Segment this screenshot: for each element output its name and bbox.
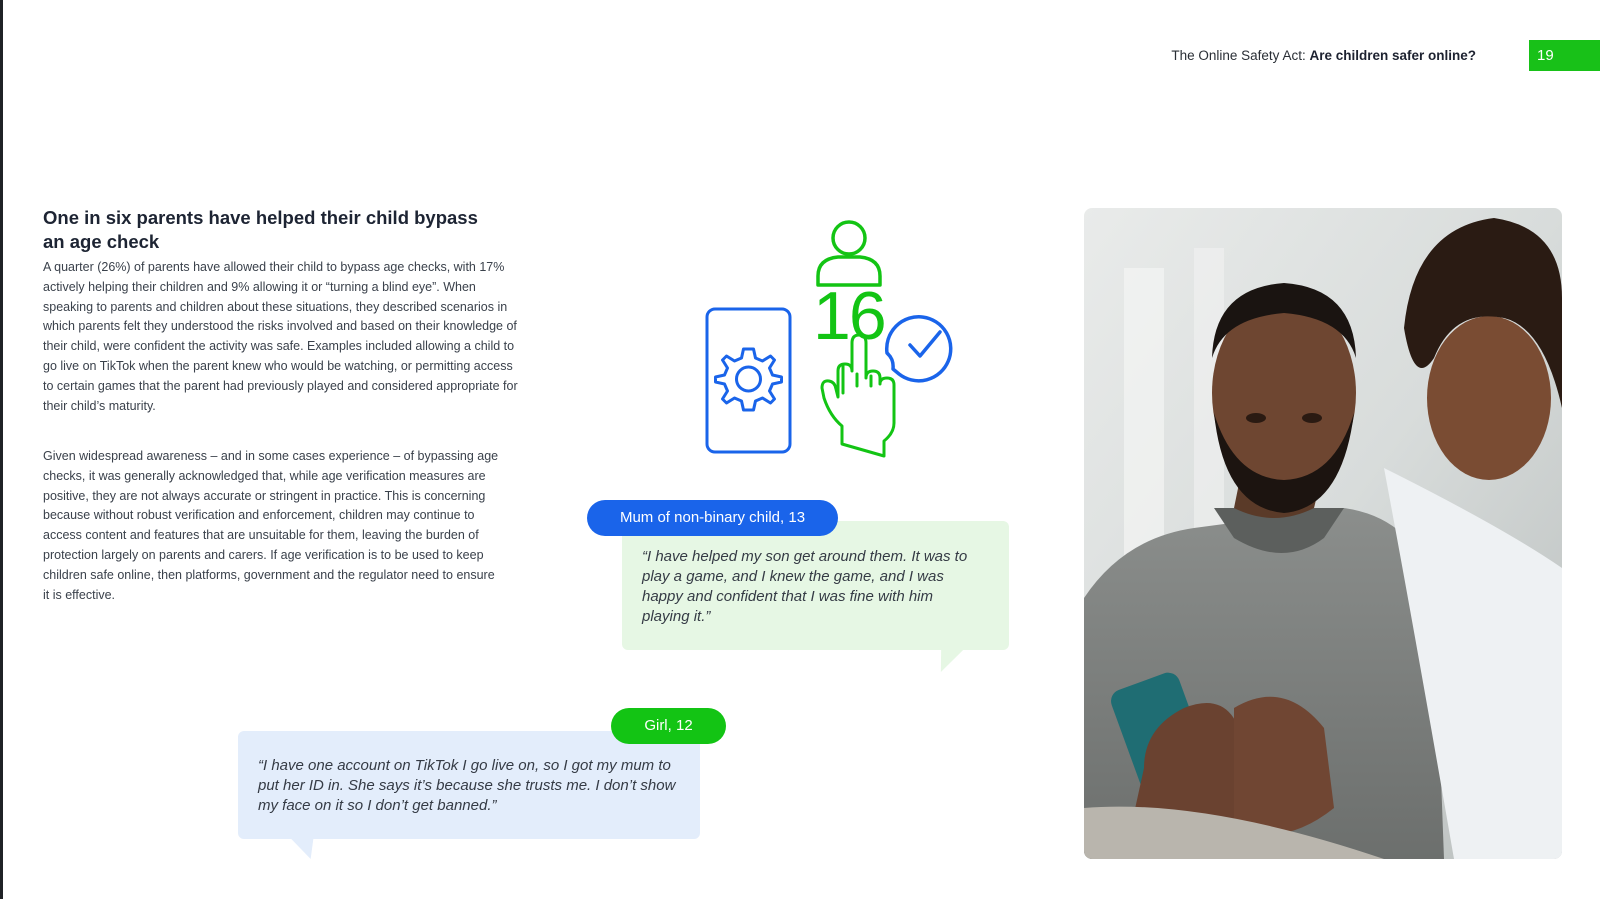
person-icon <box>818 222 880 285</box>
quote-bubble-mum <box>622 521 1009 650</box>
quote-text-girl: “I have one account on TikTok I go live on, so I got my mum to put her ID in. She says it’s because she trusts me. I don’t show my face on it so I don’t get banned.” <box>258 757 676 814</box>
section-heading: One in six parents have helped their child bypass an age check <box>43 207 478 252</box>
phone-settings-icon <box>707 309 790 452</box>
running-header <box>1171 48 1476 63</box>
speaker-label-girl: Girl, 12 <box>611 708 726 744</box>
photo-father-son-phone <box>1084 208 1562 859</box>
age-number: 16 <box>813 278 885 354</box>
body-paragraph-2: Given widespread awareness – and in some cases experience – of bypassing age checks, it was generally acknowledged that, while age verification measures are positive, they are not always accurate or stringent in practice. This is concerning because without robust verification and enforcement, children may continue to access content and features that are unsuitable for them, leaving the burden of protection largely on parents and carers. If age verification is to be used to keep children safe online, then platforms, government and the regulator need to ensure it is effective. <box>43 449 499 602</box>
quote-bubble-girl-tail <box>291 839 322 859</box>
body-paragraph-1: A quarter (26%) of parents have allowed their child to bypass age checks, with 17% actively helping their children and 9% allowing it or “turning a blind eye”. When speaking to parents and children about these situations, they described scenarios in which parents felt they understood the risks involved and based on their knowledge of their child, were confident the activity was safe. Examples included allowing a child to go live on TikTok when the parent knew who would be watching, or permitting access to certain games that the parent had previously played and considered appropriate for their child’s maturity. <box>43 260 518 413</box>
left-edge-bar <box>0 0 3 899</box>
page-number: 19 <box>1529 40 1600 71</box>
quote-bubble-girl <box>238 731 700 839</box>
quote-text-mum: “I have helped my son get around them. It was to play a game, and I knew the game, and I was happy and confident that I was fine with him playing it.” <box>642 548 968 625</box>
age-check-illustration <box>700 214 970 464</box>
header-prefix: The Online Safety Act: <box>1171 48 1310 63</box>
chat-check-icon <box>887 317 951 381</box>
quote-bubble-mum-tail <box>931 650 963 672</box>
header-title: Are children safer online? <box>1309 48 1476 63</box>
speaker-label-mum: Mum of non-binary child, 13 <box>587 500 838 536</box>
